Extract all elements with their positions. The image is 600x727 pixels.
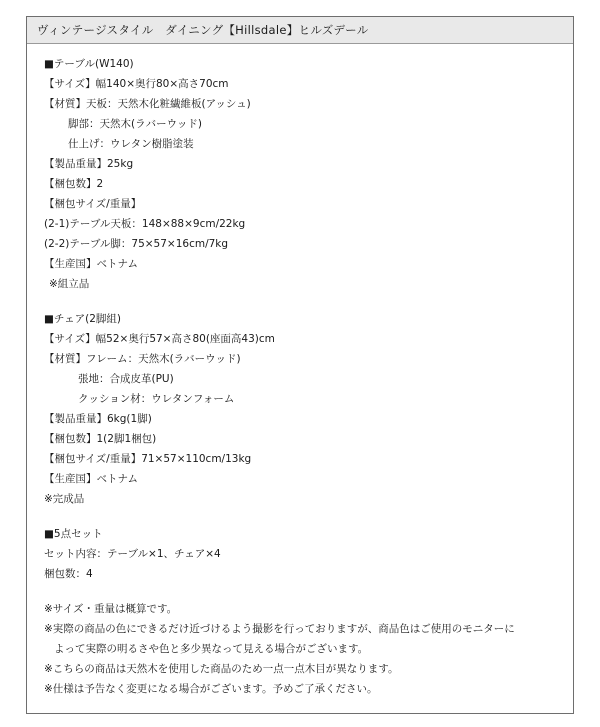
panel-header xyxy=(27,17,573,44)
table-material-finish: 仕上げ：ウレタン樹脂塗装 xyxy=(68,138,194,150)
table-pack-top: (2-1)テーブル天板：148×88×9cm/22kg xyxy=(44,218,246,230)
spec-content xyxy=(27,44,573,699)
table-packages: 【梱包数】2 xyxy=(44,178,104,190)
set-heading: ■5点セット xyxy=(44,528,103,540)
table-weight: 【製品重量】25kg xyxy=(44,158,134,170)
note-color: ※実際の商品の色にできるだけ近づけるよう撮影を行っておりますが、商品色はご使用のモニターに xyxy=(44,623,515,635)
note-wood-grain: ※こちらの商品は天然木を使用した商品のため一点一点木目が異なります。 xyxy=(44,663,399,675)
section-gap xyxy=(44,584,573,599)
table-pack-legs: (2-2)テーブル脚：75×57×16cm/7kg xyxy=(44,238,229,250)
table-pack-size-label: 【梱包サイズ/重量】 xyxy=(44,198,142,210)
note-color-cont: よって実際の明るさや色と多少異なって見える場合がございます。 xyxy=(54,643,369,655)
set-contents: セット内容：テーブル×1、チェア×4 xyxy=(44,548,221,560)
chair-heading: ■チェア(2脚組) xyxy=(44,313,121,325)
chair-size: 【サイズ】幅52×奥行57×高さ80(座面高43)cm xyxy=(44,333,275,345)
note-approx: ※サイズ・重量は概算です。 xyxy=(44,603,178,615)
set-packages: 梱包数：4 xyxy=(44,568,93,580)
chair-packages: 【梱包数】1(2脚1梱包) xyxy=(44,433,157,445)
panel-title: ヴィンテージスタイル ダイニング【Hillsdale】ヒルズデール xyxy=(37,23,369,37)
chair-material-cushion: クッション材：ウレタンフォーム xyxy=(78,393,235,405)
chair-origin: 【生産国】ベトナム xyxy=(44,473,138,485)
table-size: 【サイズ】幅140×奥行80×高さ70cm xyxy=(44,78,229,90)
note-spec-change: ※仕様は予告なく変更になる場合がございます。予めご了承ください。 xyxy=(44,683,378,695)
table-origin: 【生産国】ベトナム xyxy=(44,258,138,270)
table-material-top: 【材質】天板：天然木化粧繊維板(アッシュ) xyxy=(44,98,251,110)
chair-assembly: ※完成品 xyxy=(44,493,85,505)
chair-pack-size: 【梱包サイズ/重量】71×57×110cm/13kg xyxy=(44,453,252,465)
spec-panel xyxy=(26,16,574,714)
chair-material-frame: 【材質】フレーム：天然木(ラバーウッド) xyxy=(44,353,241,365)
table-heading: ■テーブル(W140) xyxy=(44,58,134,70)
section-gap xyxy=(44,509,573,524)
section-gap xyxy=(44,294,573,309)
chair-weight: 【製品重量】6kg(1脚) xyxy=(44,413,152,425)
table-material-legs: 脚部：天然木(ラバーウッド) xyxy=(68,118,202,130)
table-assembly: ※組立品 xyxy=(49,278,90,290)
chair-material-upholstery: 張地：合成皮革(PU) xyxy=(78,373,174,385)
